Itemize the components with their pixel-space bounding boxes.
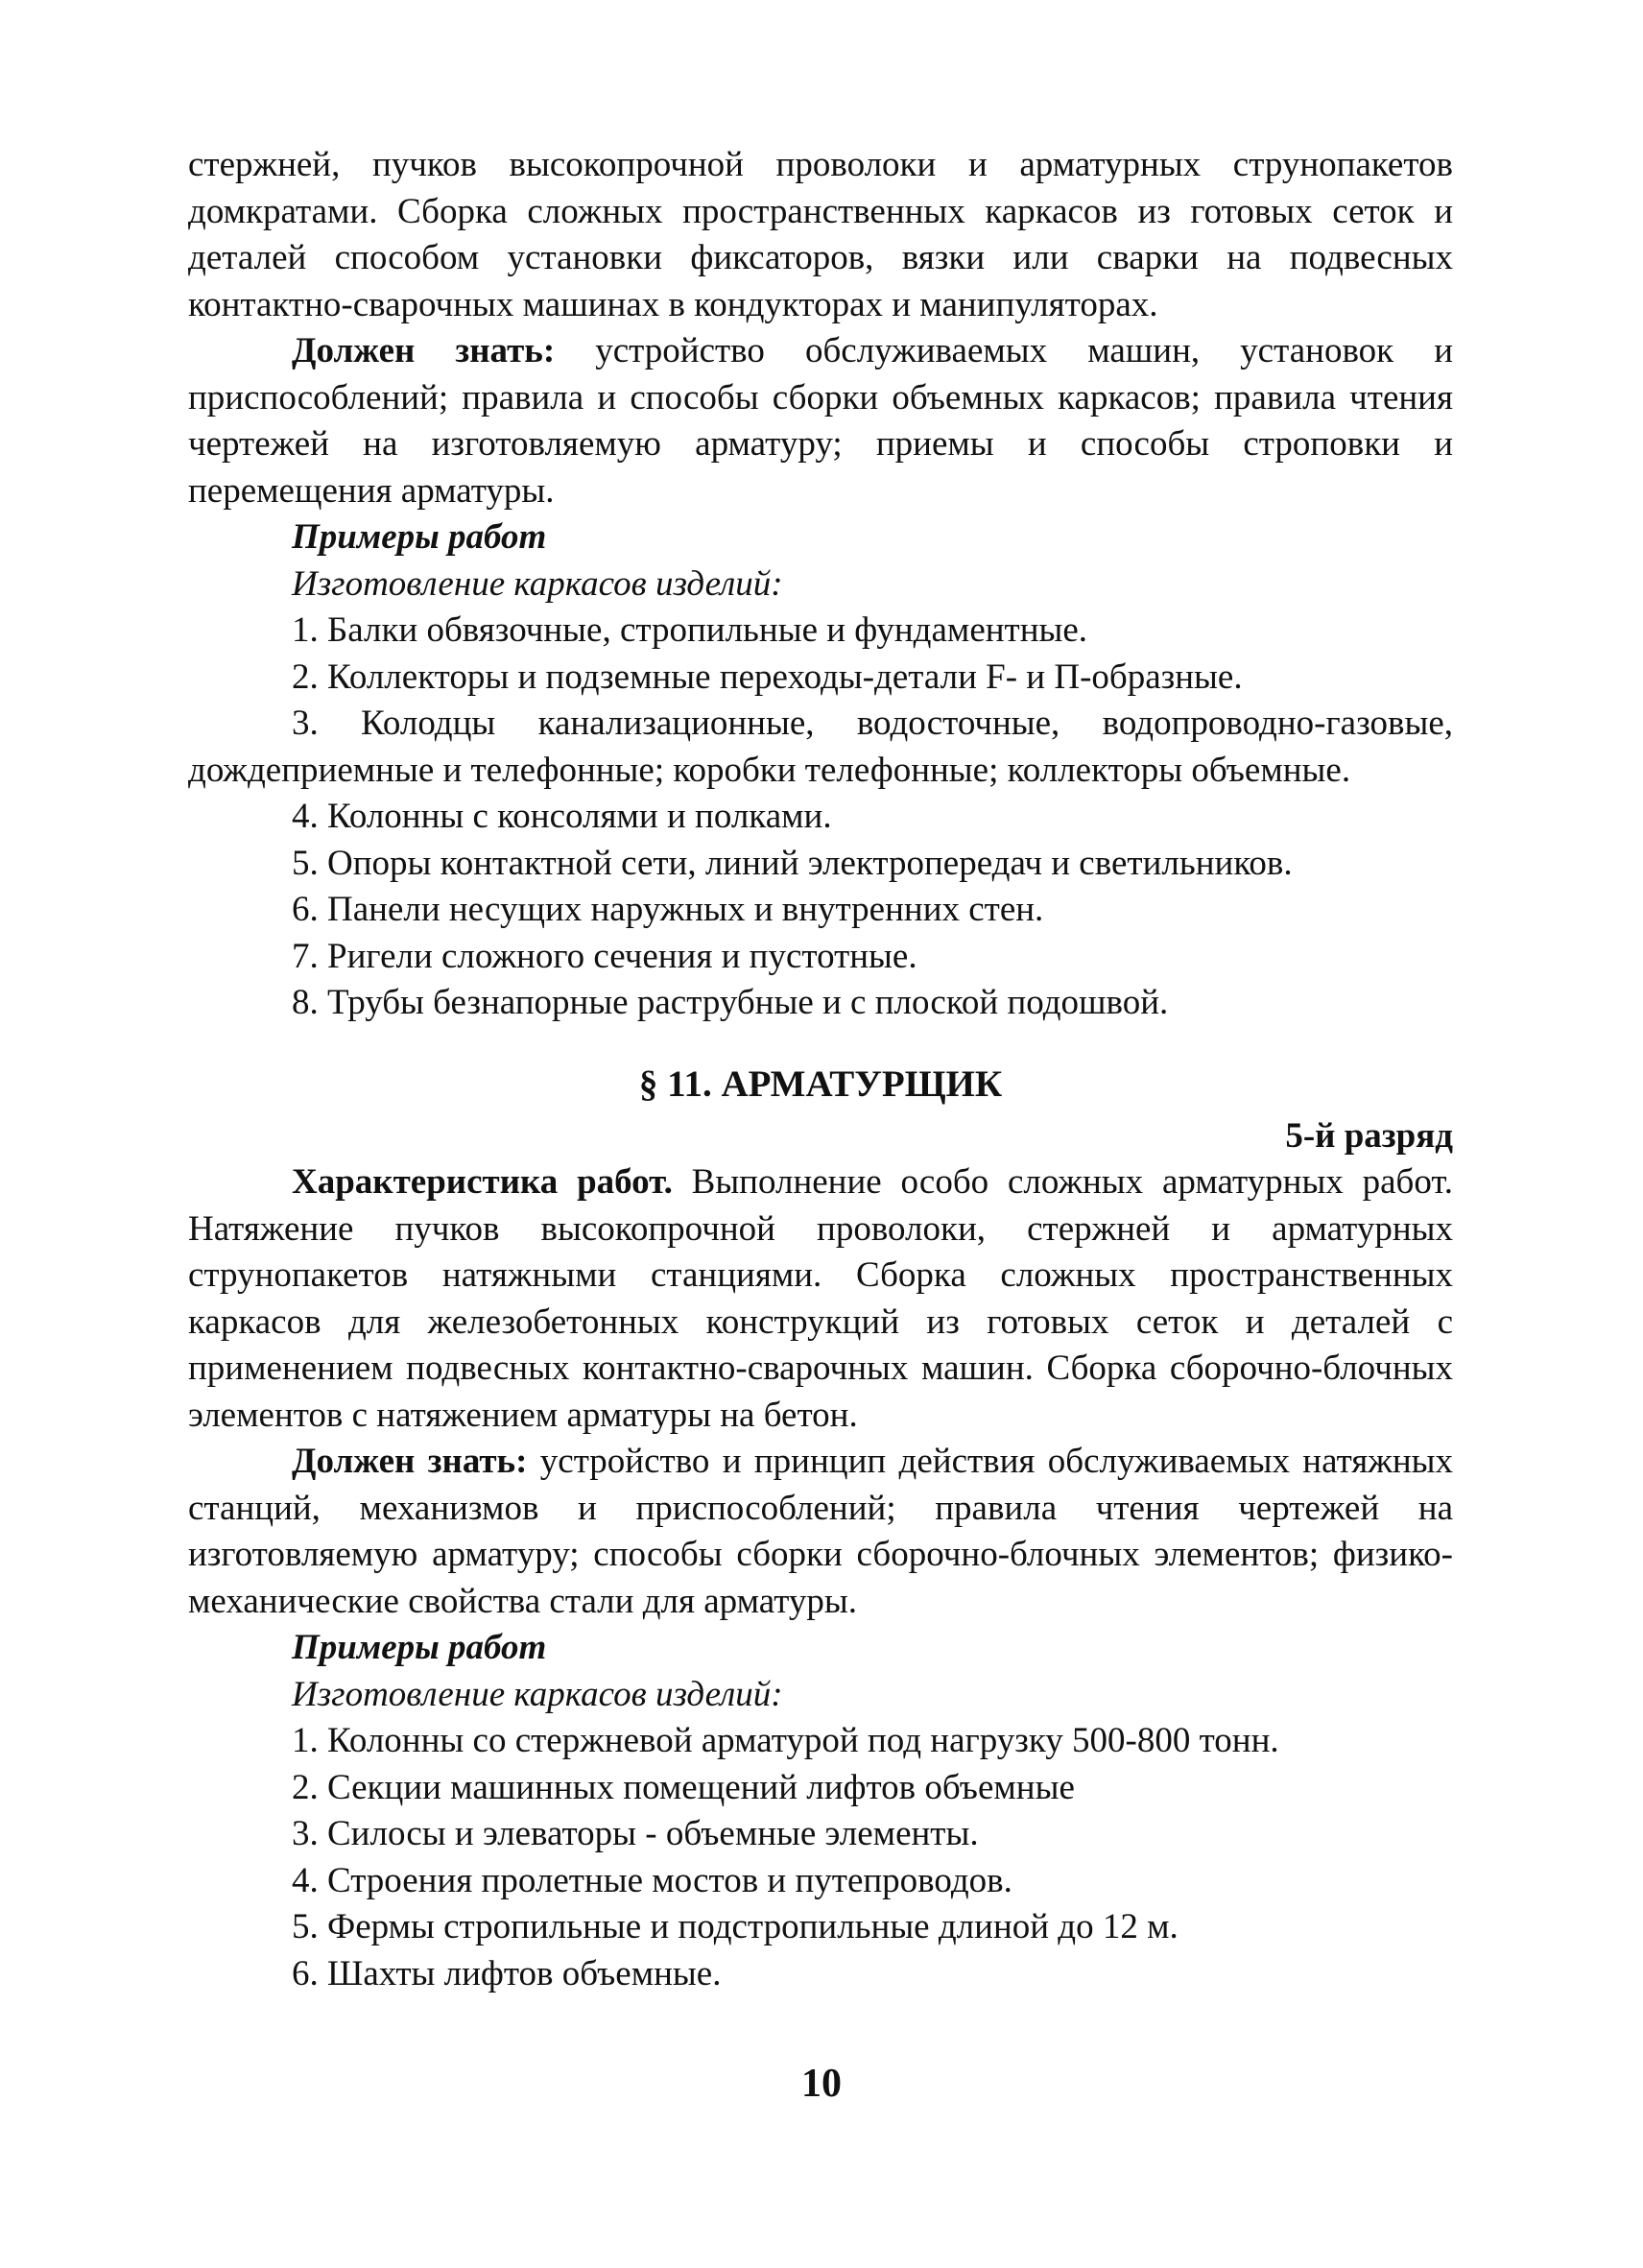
characteristics-paragraph (188, 1159, 1453, 1439)
list-item: 4. Колонны с консолями и полками. (292, 797, 832, 836)
list-item: 7. Ригели сложного сечения и пустотные. (292, 936, 917, 976)
examples-subheading-2: Изготовление каркасов изделий: (292, 1674, 783, 1714)
section-title: § 11. АРМАТУРЩИК (638, 1062, 1003, 1105)
list-item: 3. Колодцы канализационные, водосточные, водопроводно-газовые, дождеприемные и телефонные; коробки телефонные; коллекторы объемные. (188, 704, 1453, 790)
examples-list-2 (188, 1718, 1453, 1997)
should-know-label-1: Должен знать: (292, 331, 556, 370)
list-item: 5. Опоры контактной сети, линий электропередач и светильников. (292, 843, 1293, 883)
examples-heading-2: Примеры работ (292, 1628, 547, 1667)
characteristics-text: Выполнение особо сложных арматурных работ. Натяжение пучков высокопрочной проволоки, стержней и арматурных струнопакетов натяжными станциями. Сборка сложных пространственных каркасов для железобетонных конструкций из готовых сеток и деталей с применением подвесных контактно-сварочных машин. Сборка сборочно-блочных элементов с натяжением арматуры на бетон. (188, 1162, 1454, 1435)
examples-heading-1: Примеры работ (292, 517, 547, 557)
list-item: 3. Силосы и элеваторы - объемные элементы. (292, 1814, 979, 1853)
list-item: 1. Балки обвязочные, стропильные и фундаментные. (292, 610, 1088, 650)
should-know-text-2: устройство и принцип действия обслуживаемых натяжных станций, механизмов и приспособлений; правила чтения чертежей на изготовляемую арматуру; способы сборки сборочно-блочных элементов; физико-механические свойства стали для арматуры. (188, 1442, 1453, 1621)
list-item: 2. Коллекторы и подземные переходы-детали F- и П-образные. (292, 657, 1243, 697)
list-item: 2. Секции машинных помещений лифтов объемные (292, 1767, 1075, 1807)
grade-label: 5-й разряд (1285, 1115, 1453, 1156)
list-item: 1. Колонны со стержневой арматурой под нагрузку 500-800 тонн. (292, 1721, 1279, 1760)
document-page (188, 142, 1453, 1997)
list-item: 4. Строения пролетные мостов и путепроводов. (292, 1860, 1012, 1900)
should-know-label-2: Должен знать: (292, 1442, 528, 1481)
list-item: 5. Фермы стропильные и подстропильные длиной до 12 м. (292, 1907, 1179, 1946)
page-number: 10 (801, 2062, 842, 2106)
characteristics-label: Характеристика работ. (292, 1162, 673, 1202)
should-know-text-1: устройство обслуживаемых машин, установок и приспособлений; правила и способы сборки объемных каркасов; правила чтения чертежей на изготовляемую арматуру; приемы и способы строповки и перемещения арматуры. (188, 331, 1454, 511)
should-know-paragraph-1 (188, 328, 1453, 514)
list-item: 8. Трубы безнапорные раструбные и с плоской подошвой. (292, 983, 1169, 1022)
list-item: 6. Шахты лифтов объемные. (292, 1953, 722, 1993)
examples-list-1 (188, 608, 1453, 1027)
examples-subheading-1: Изготовление каркасов изделий: (292, 563, 783, 604)
should-know-paragraph-2 (188, 1439, 1453, 1625)
continuation-paragraph: стержней, пучков высокопрочной проволоки и арматурных струнопакетов домкратами. Сборка сложных пространственных каркасов из готовых сеток и деталей способом установки фиксаторов, вязки или сварки на подвесных контактно-сварочных машинах в кондукторах и манипуляторах. (188, 145, 1453, 324)
list-item: 6. Панели несущих наружных и внутренних стен. (292, 890, 1044, 929)
